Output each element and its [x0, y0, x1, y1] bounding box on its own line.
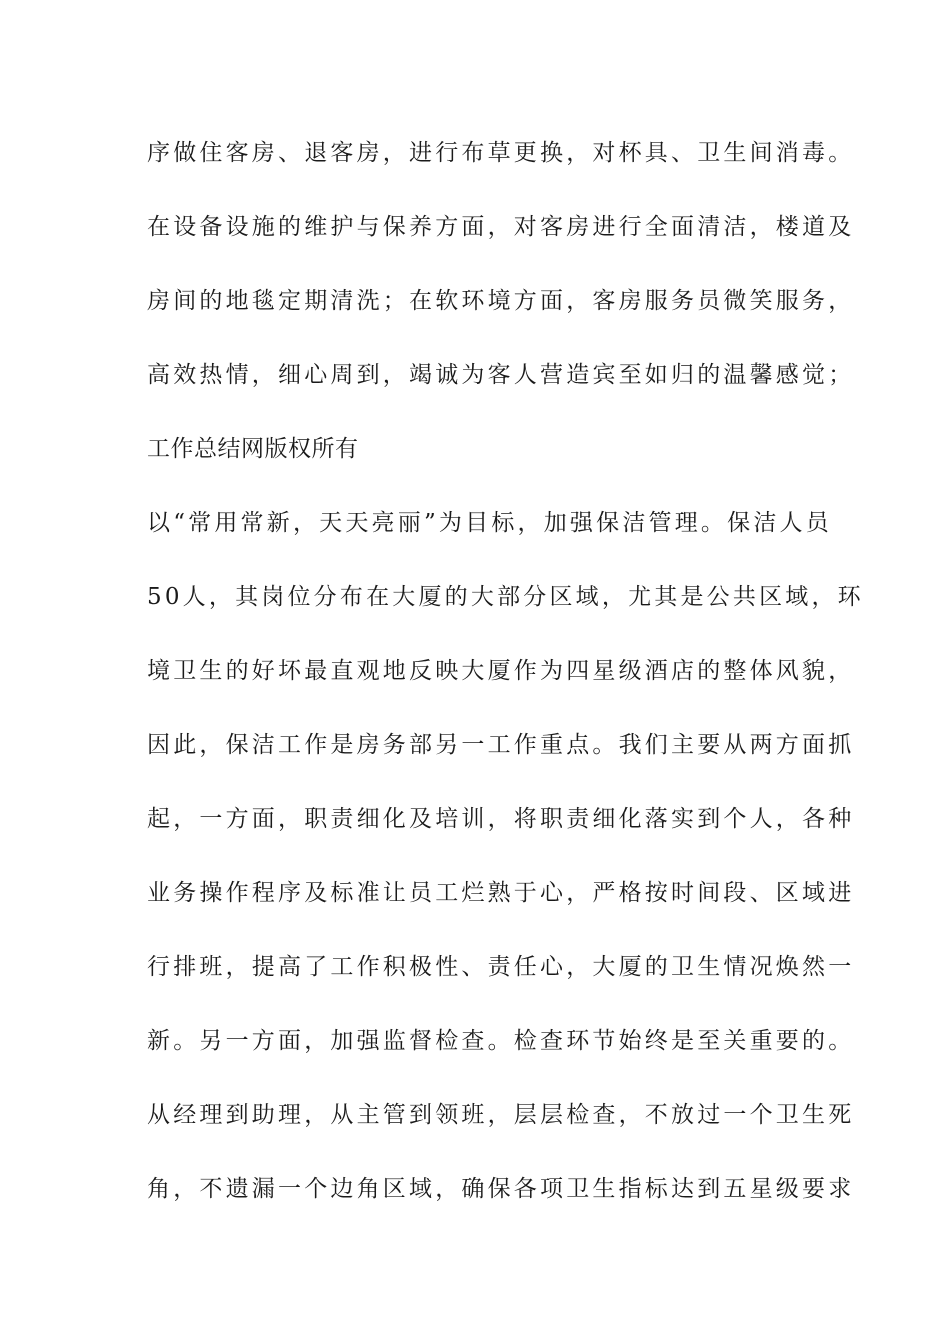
text-line-14: 从经理到助理，从主管到领班，层层检查，不放过一个卫生死	[147, 1102, 855, 1128]
text-line-4: 高效热情，细心周到，竭诚为客人营造宾至如归的温馨感觉；	[147, 362, 855, 388]
text-line-1: 序做住客房、退客房，进行布草更换，对杯具、卫生间消毒。	[147, 140, 855, 166]
text-line-2: 在设备设施的维护与保养方面，对客房进行全面清洁，楼道及	[147, 214, 855, 240]
text-line-8: 境卫生的好坏最直观地反映大厦作为四星级酒店的整体风貌，	[147, 658, 855, 684]
text-line-13: 新。另一方面，加强监督检查。检查环节始终是至关重要的。	[147, 1028, 855, 1054]
text-line-7: 50人，其岗位分布在大厦的大部分区域，尤其是公共区域，环	[147, 584, 864, 610]
copyright-line: 工作总结网版权所有	[147, 436, 359, 462]
text-line-3: 房间的地毯定期清洗；在软环境方面，客房服务员微笑服务，	[147, 288, 855, 314]
text-line-15: 角，不遗漏一个边角区域，确保各项卫生指标达到五星级要求	[147, 1176, 855, 1202]
text-line-9: 因此，保洁工作是房务部另一工作重点。我们主要从两方面抓	[147, 732, 855, 758]
text-line-10: 起，一方面，职责细化及培训，将职责细化落实到个人，各种	[147, 806, 855, 832]
text-line-12: 行排班，提高了工作积极性、责任心，大厦的卫生情况焕然一	[147, 954, 855, 980]
text-line-11: 业务操作程序及标准让员工烂熟于心，严格按时间段、区域进	[147, 880, 855, 906]
text-line-6: 以“常用常新，天天亮丽”为目标，加强保洁管理。保洁人员	[147, 510, 832, 536]
